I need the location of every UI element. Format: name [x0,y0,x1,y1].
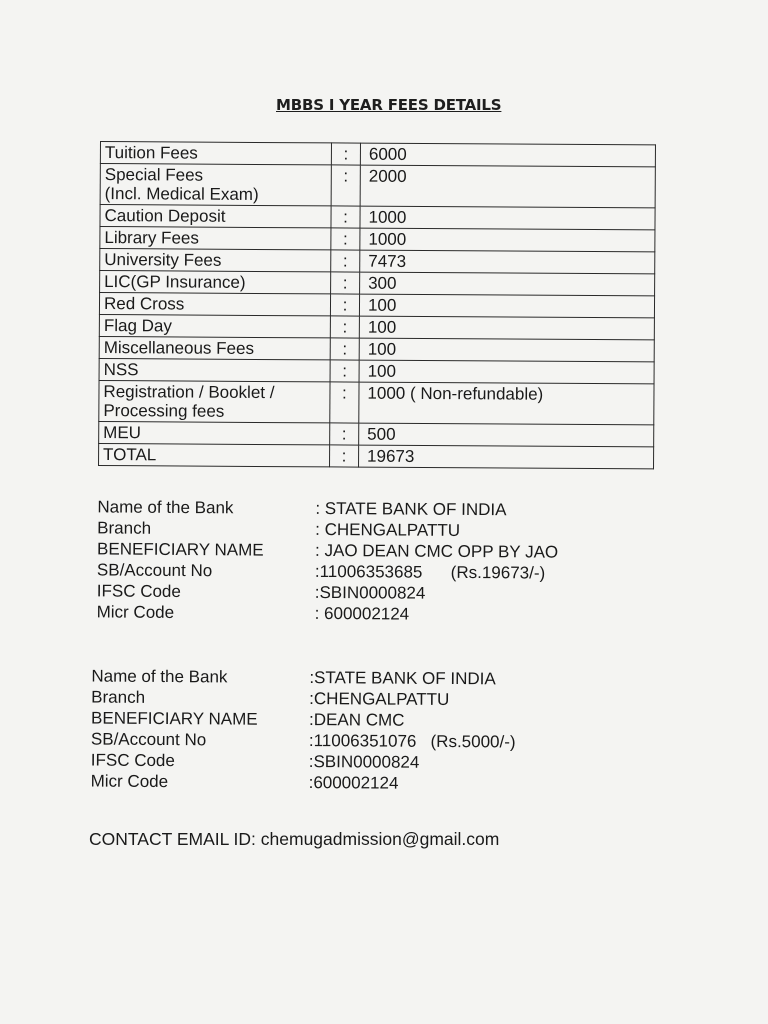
bank-detail-row [91,708,516,732]
bank-details-2 [91,666,517,795]
bank-detail-value: :SBIN0000824 [308,752,420,772]
bank-detail-value: :11006353685 (Rs.19673/-) [314,561,546,583]
document-title: MBBS I YEAR FEES DETAILS [276,96,502,114]
bank-detail-value: :DEAN CMC [309,710,405,730]
bank-detail-label: IFSC Code [96,581,181,601]
fee-label: Miscellaneous Fees [99,336,330,359]
fee-label: Flag Day [99,314,330,337]
fee-value: 19673 [359,445,654,469]
bank-detail-label: Name of the Bank [97,497,234,518]
bank-detail-label: BENEFICIARY NAME [91,708,258,729]
bank-detail-row [91,750,516,774]
bank-detail-value: : CHENGALPATTU [315,519,461,540]
bank-detail-value: : 600002124 [314,603,410,624]
fee-label: MEU [99,421,330,444]
bank-detail-value: :SBIN0000824 [314,582,426,603]
bank-details-1 [97,496,559,625]
fee-label: Special Fees (Incl. Medical Exam) [100,164,331,206]
bank-detail-value: : STATE BANK OF INDIA [315,498,507,520]
fee-separator: : [331,228,360,250]
fee-row [100,164,655,208]
fee-separator: : [330,382,359,423]
bank-detail-label: Branch [97,518,152,538]
fee-separator: : [331,250,360,272]
fee-label: NSS [99,358,330,381]
bank-detail-value: :CHENGALPATTU [309,689,450,710]
fee-separator: : [331,272,360,294]
fee-label: Library Fees [100,227,331,250]
fee-value: 6000 [360,143,655,167]
bank-detail-row [91,666,516,690]
fee-label: University Fees [100,249,331,272]
fee-label: Tuition Fees [100,142,331,165]
fee-separator: : [330,360,359,382]
bank-detail-label: Name of the Bank [91,666,228,687]
fee-row [99,380,654,424]
bank-detail-row [91,729,516,753]
fee-label: Registration / Booklet / Processing fees [99,380,330,422]
fee-value: 100 [359,294,654,318]
bank-detail-row [91,687,516,711]
fee-value: 1000 [360,228,655,252]
fee-value: 1000 [360,206,655,230]
bank-detail-label: SB/Account No [90,729,207,750]
bank-detail-value: : JAO DEAN CMC OPP BY JAO [315,540,559,562]
fee-label: Caution Deposit [100,205,331,228]
fee-separator: : [330,338,359,360]
fee-separator: : [331,206,360,228]
fee-label: Red Cross [99,293,330,316]
bank-detail-label: BENEFICIARY NAME [97,539,264,560]
bank-detail-value: :STATE BANK OF INDIA [309,668,496,689]
fee-separator: : [330,423,359,445]
bank-detail-value: :600002124 [308,773,399,793]
fee-row [99,443,654,468]
bank-detail-value: :11006351076 (Rs.5000/-) [308,731,516,752]
fee-separator: : [331,165,360,206]
fee-value: 7473 [360,250,655,274]
fees-table [98,141,656,469]
bank-detail-label: IFSC Code [90,750,175,771]
fee-label: LIC(GP Insurance) [100,271,331,294]
fee-separator: : [330,294,359,316]
bank-detail-label: SB/Account No [96,560,213,581]
fee-value: 100 [359,316,654,340]
contact-email: CONTACT EMAIL ID: chemugadmission@gmail.com [89,829,500,849]
fee-value: 300 [360,272,655,296]
fee-value: 100 [359,338,654,362]
bank-detail-label: Branch [91,687,146,707]
fee-label: TOTAL [99,443,330,466]
fee-value: 2000 [360,165,655,208]
fee-separator: : [330,445,359,467]
bank-detail-row [91,771,516,795]
fee-separator: : [331,143,360,165]
bank-detail-row [97,601,558,625]
fee-value: 500 [359,423,654,447]
fee-value: 1000 ( Non-refundable) [359,382,654,425]
bank-detail-label: Micr Code [96,602,175,622]
fee-separator: : [330,316,359,338]
fee-value: 100 [359,360,654,384]
bank-detail-label: Micr Code [90,771,169,792]
